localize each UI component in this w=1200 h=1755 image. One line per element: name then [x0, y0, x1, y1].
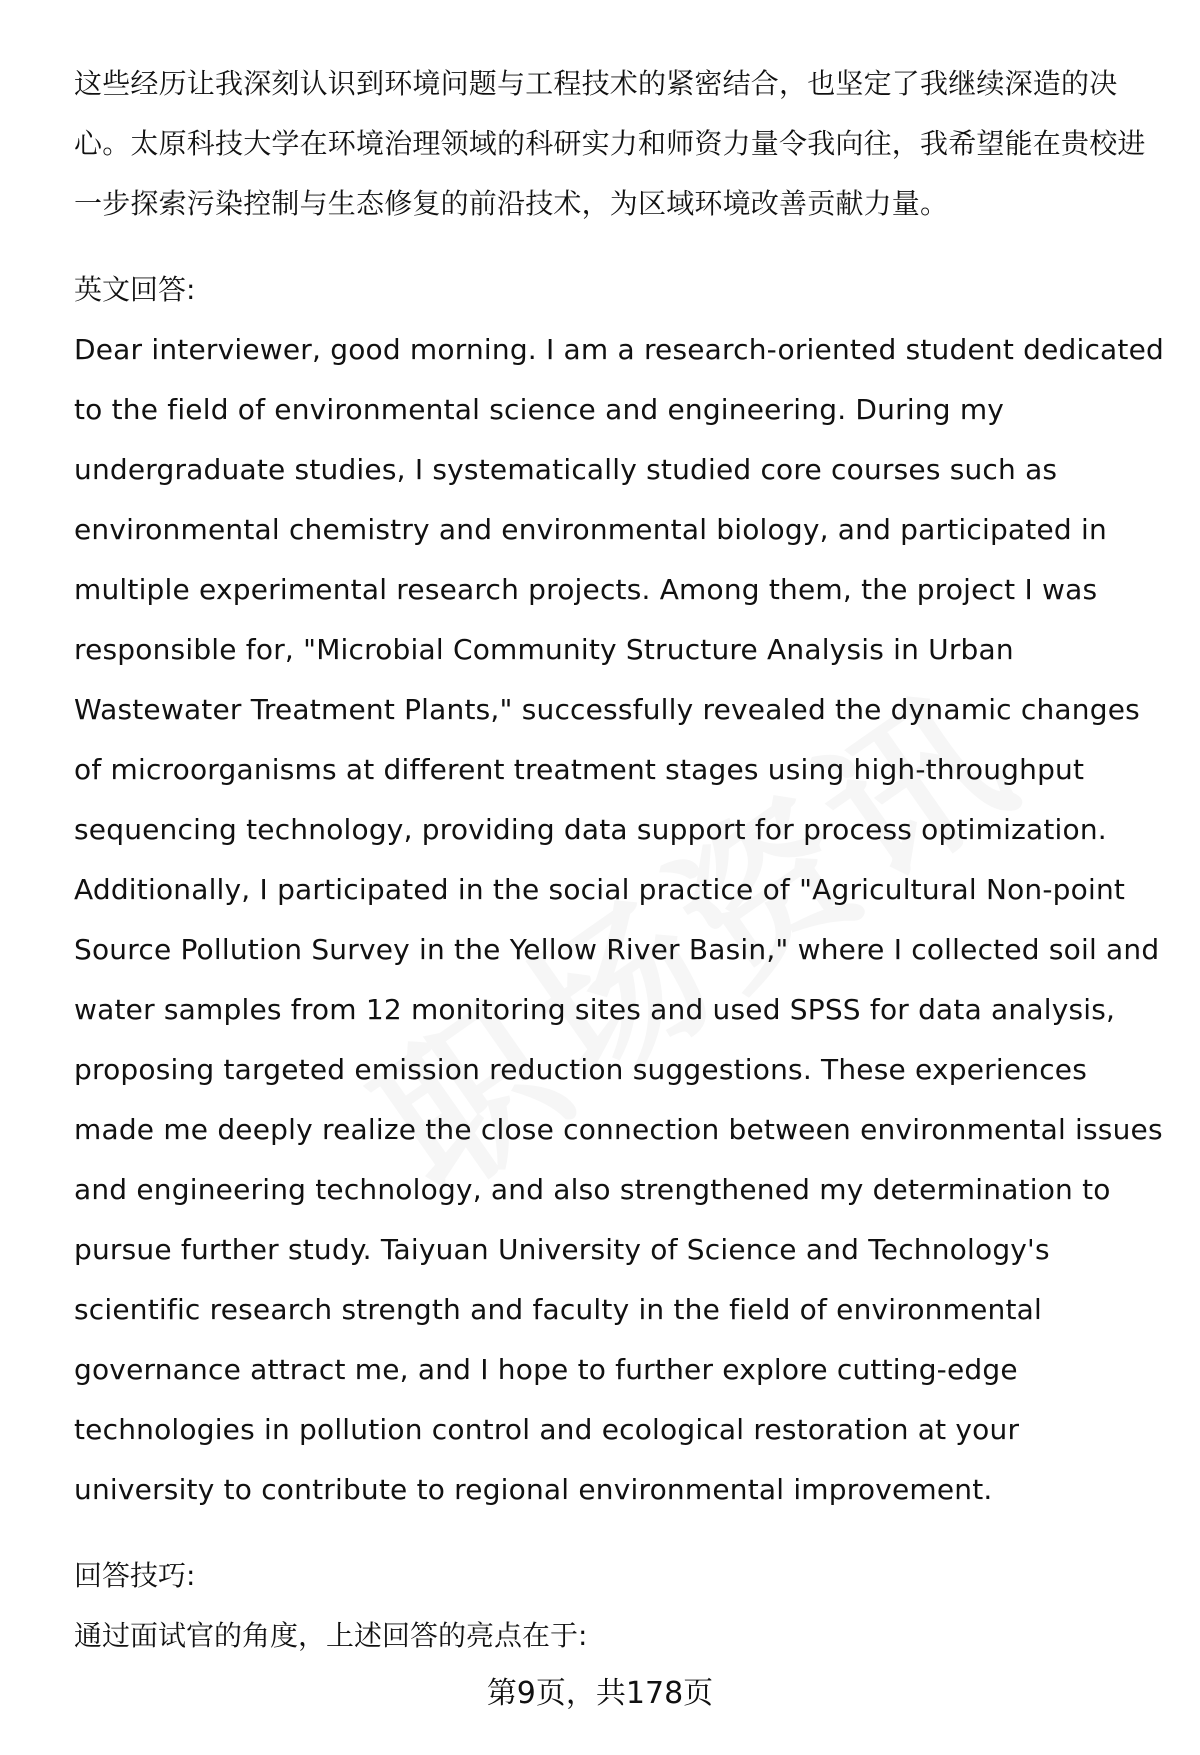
document-body — [74, 54, 1164, 1666]
section-gap — [74, 234, 1164, 260]
section-gap — [74, 1520, 1164, 1546]
english-answer-heading: 英文回答: — [74, 273, 196, 306]
page-number: 第9页，共178页 — [486, 1676, 714, 1711]
english-answer-paragraph: Dear interviewer, good morning. I am a research-oriented student dedicated to the field of environmental science and engineering. During my undergraduate studies, I systematically studied core courses such as environmental chemistry and environmental biology, and participated in multiple experimental research projects. Among them, the project I was responsible for, "Microbial Community Structure Analysis in Urban Wastewater Treatment Plants," successfully revealed the dynamic changes of microorganisms at different treatment stages using high-throughput sequencing technology, providing data support for process optimization. Additionally, I participated in the social practice of "Agricultural Non-point Source Pollution Survey in the Yellow River Basin," where I collected soil and water samples from 12 monitoring sites and used SPSS for data analysis, proposing targeted emission reduction suggestions. These experiences made me deeply realize the close connection between environmental issues and engineering technology, and also strengthened my determination to pursue further study. Taiyuan University of Science and Technology's scientific research strength and faculty in the field of environmental governance attract me, and I hope to further explore cutting-edge technologies in pollution control and ecological restoration at your university to contribute to regional environmental improvement. — [74, 333, 1164, 1506]
tips-heading: 回答技巧: — [74, 1559, 196, 1592]
intro-paragraph: 这些经历让我深刻认识到环境问题与工程技术的紧密结合，也坚定了我继续深造的决心。太原科技大学在环境治理领域的科研实力和师资力量令我向往，我希望能在贵校进一步探索污染控制与生态修复的前沿技术，为区域环境改善贡献力量。 — [74, 67, 1146, 220]
tips-intro: 通过面试官的角度，上述回答的亮点在于: — [74, 1619, 588, 1652]
